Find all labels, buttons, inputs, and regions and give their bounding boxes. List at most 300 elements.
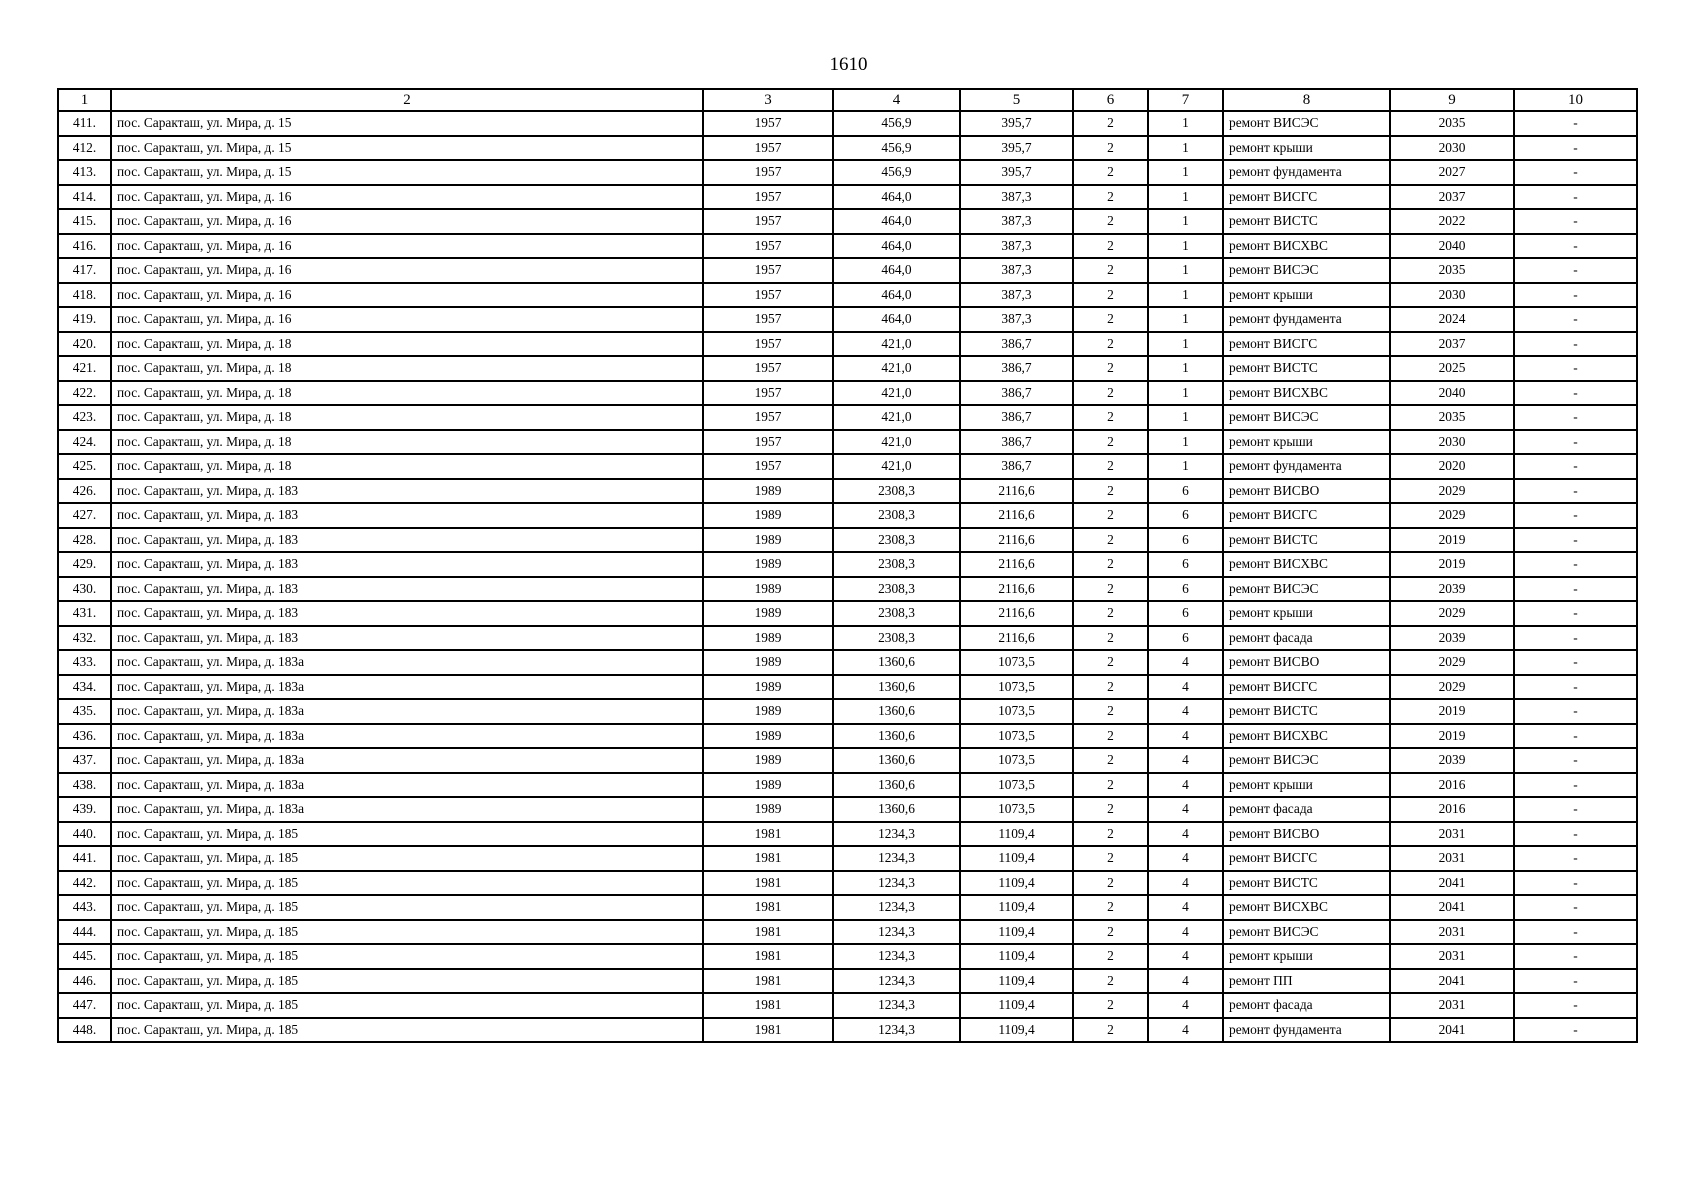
row-number-cell: 416. (58, 234, 111, 259)
work-type-cell: ремонт фасада (1223, 797, 1390, 822)
planned-year-cell: 2024 (1390, 307, 1514, 332)
note-cell: - (1514, 258, 1637, 283)
floors-col7-cell: 4 (1148, 846, 1223, 871)
year-cell: 1989 (703, 528, 833, 553)
living-area-cell: 386,7 (960, 430, 1073, 455)
floors-col7-cell: 4 (1148, 993, 1223, 1018)
address-cell: пос. Саракташ, ул. Мира, д. 18 (111, 430, 703, 455)
total-area-cell: 464,0 (833, 258, 960, 283)
note-cell: - (1514, 650, 1637, 675)
row-number-cell: 432. (58, 626, 111, 651)
work-type-cell: ремонт ВИСХВС (1223, 381, 1390, 406)
work-type-cell: ремонт ВИСВО (1223, 479, 1390, 504)
note-cell: - (1514, 920, 1637, 945)
address-cell: пос. Саракташ, ул. Мира, д. 15 (111, 136, 703, 161)
total-area-cell: 1234,3 (833, 969, 960, 994)
table-row (58, 724, 1637, 749)
work-type-cell: ремонт фундамента (1223, 307, 1390, 332)
work-type-cell: ремонт ВИСЭС (1223, 405, 1390, 430)
year-cell: 1957 (703, 136, 833, 161)
year-cell: 1981 (703, 871, 833, 896)
living-area-cell: 395,7 (960, 136, 1073, 161)
floors-col6-cell: 2 (1073, 160, 1148, 185)
note-cell: - (1514, 185, 1637, 210)
living-area-cell: 387,3 (960, 258, 1073, 283)
table-row (58, 577, 1637, 602)
planned-year-cell: 2035 (1390, 111, 1514, 136)
living-area-cell: 1109,4 (960, 969, 1073, 994)
total-area-cell: 456,9 (833, 160, 960, 185)
row-number-cell: 448. (58, 1018, 111, 1043)
living-area-cell: 2116,6 (960, 601, 1073, 626)
work-type-cell: ремонт крыши (1223, 430, 1390, 455)
table-row (58, 797, 1637, 822)
floors-col6-cell: 2 (1073, 552, 1148, 577)
floors-col7-cell: 1 (1148, 258, 1223, 283)
floors-col6-cell: 2 (1073, 797, 1148, 822)
floors-col7-cell: 4 (1148, 675, 1223, 700)
floors-col6-cell: 2 (1073, 332, 1148, 357)
total-area-cell: 456,9 (833, 136, 960, 161)
note-cell: - (1514, 503, 1637, 528)
year-cell: 1989 (703, 577, 833, 602)
floors-col7-cell: 1 (1148, 185, 1223, 210)
column-header: 5 (960, 89, 1073, 111)
work-type-cell: ремонт ВИСТС (1223, 356, 1390, 381)
table-row (58, 209, 1637, 234)
year-cell: 1989 (703, 797, 833, 822)
work-type-cell: ремонт ВИСЭС (1223, 920, 1390, 945)
floors-col6-cell: 2 (1073, 626, 1148, 651)
note-cell: - (1514, 356, 1637, 381)
table-row (58, 748, 1637, 773)
work-type-cell: ремонт фундамента (1223, 160, 1390, 185)
address-cell: пос. Саракташ, ул. Мира, д. 185 (111, 822, 703, 847)
year-cell: 1981 (703, 993, 833, 1018)
living-area-cell: 2116,6 (960, 626, 1073, 651)
total-area-cell: 1234,3 (833, 822, 960, 847)
living-area-cell: 1073,5 (960, 724, 1073, 749)
total-area-cell: 1360,6 (833, 724, 960, 749)
year-cell: 1957 (703, 381, 833, 406)
note-cell: - (1514, 871, 1637, 896)
address-cell: пос. Саракташ, ул. Мира, д. 18 (111, 454, 703, 479)
address-cell: пос. Саракташ, ул. Мира, д. 18 (111, 332, 703, 357)
year-cell: 1989 (703, 503, 833, 528)
floors-col6-cell: 2 (1073, 430, 1148, 455)
floors-col6-cell: 2 (1073, 969, 1148, 994)
living-area-cell: 2116,6 (960, 577, 1073, 602)
year-cell: 1981 (703, 895, 833, 920)
living-area-cell: 386,7 (960, 332, 1073, 357)
row-number-cell: 413. (58, 160, 111, 185)
row-number-cell: 435. (58, 699, 111, 724)
work-type-cell: ремонт ВИСГС (1223, 503, 1390, 528)
floors-col7-cell: 6 (1148, 577, 1223, 602)
note-cell: - (1514, 797, 1637, 822)
floors-col7-cell: 4 (1148, 822, 1223, 847)
planned-year-cell: 2031 (1390, 993, 1514, 1018)
address-cell: пос. Саракташ, ул. Мира, д. 185 (111, 993, 703, 1018)
floors-col6-cell: 2 (1073, 283, 1148, 308)
planned-year-cell: 2029 (1390, 601, 1514, 626)
total-area-cell: 421,0 (833, 381, 960, 406)
floors-col6-cell: 2 (1073, 111, 1148, 136)
row-number-cell: 420. (58, 332, 111, 357)
living-area-cell: 2116,6 (960, 479, 1073, 504)
planned-year-cell: 2035 (1390, 405, 1514, 430)
note-cell: - (1514, 699, 1637, 724)
table-row (58, 699, 1637, 724)
row-number-cell: 428. (58, 528, 111, 553)
total-area-cell: 1360,6 (833, 797, 960, 822)
table-row (58, 528, 1637, 553)
repair-schedule-table (57, 88, 1638, 1043)
year-cell: 1957 (703, 405, 833, 430)
floors-col6-cell: 2 (1073, 356, 1148, 381)
floors-col7-cell: 1 (1148, 283, 1223, 308)
year-cell: 1957 (703, 307, 833, 332)
work-type-cell: ремонт ВИСТС (1223, 871, 1390, 896)
floors-col6-cell: 2 (1073, 405, 1148, 430)
planned-year-cell: 2016 (1390, 797, 1514, 822)
total-area-cell: 1360,6 (833, 675, 960, 700)
address-cell: пос. Саракташ, ул. Мира, д. 183 (111, 601, 703, 626)
page-number: 1610 (829, 54, 868, 75)
note-cell: - (1514, 601, 1637, 626)
note-cell: - (1514, 846, 1637, 871)
note-cell: - (1514, 1018, 1637, 1043)
table-row (58, 871, 1637, 896)
floors-col7-cell: 1 (1148, 234, 1223, 259)
work-type-cell: ремонт ВИСЭС (1223, 258, 1390, 283)
living-area-cell: 1109,4 (960, 920, 1073, 945)
note-cell: - (1514, 332, 1637, 357)
total-area-cell: 464,0 (833, 283, 960, 308)
floors-col7-cell: 4 (1148, 748, 1223, 773)
floors-col6-cell: 2 (1073, 454, 1148, 479)
address-cell: пос. Саракташ, ул. Мира, д. 183 (111, 503, 703, 528)
planned-year-cell: 2041 (1390, 1018, 1514, 1043)
column-header: 3 (703, 89, 833, 111)
floors-col7-cell: 1 (1148, 307, 1223, 332)
work-type-cell: ремонт ВИСТС (1223, 209, 1390, 234)
floors-col6-cell: 2 (1073, 846, 1148, 871)
row-number-cell: 419. (58, 307, 111, 332)
floors-col6-cell: 2 (1073, 920, 1148, 945)
year-cell: 1989 (703, 601, 833, 626)
planned-year-cell: 2030 (1390, 136, 1514, 161)
row-number-cell: 445. (58, 944, 111, 969)
living-area-cell: 1109,4 (960, 846, 1073, 871)
living-area-cell: 1109,4 (960, 993, 1073, 1018)
work-type-cell: ремонт ВИСХВС (1223, 895, 1390, 920)
floors-col7-cell: 1 (1148, 381, 1223, 406)
work-type-cell: ремонт крыши (1223, 944, 1390, 969)
table-row (58, 454, 1637, 479)
address-cell: пос. Саракташ, ул. Мира, д. 15 (111, 111, 703, 136)
work-type-cell: ремонт ВИСХВС (1223, 724, 1390, 749)
floors-col7-cell: 4 (1148, 895, 1223, 920)
note-cell: - (1514, 283, 1637, 308)
work-type-cell: ремонт ВИСЭС (1223, 748, 1390, 773)
total-area-cell: 2308,3 (833, 479, 960, 504)
year-cell: 1989 (703, 650, 833, 675)
floors-col7-cell: 4 (1148, 969, 1223, 994)
address-cell: пос. Саракташ, ул. Мира, д. 183а (111, 675, 703, 700)
row-number-cell: 430. (58, 577, 111, 602)
floors-col6-cell: 2 (1073, 724, 1148, 749)
floors-col7-cell: 4 (1148, 773, 1223, 798)
note-cell: - (1514, 773, 1637, 798)
row-number-cell: 415. (58, 209, 111, 234)
living-area-cell: 1073,5 (960, 699, 1073, 724)
work-type-cell: ремонт крыши (1223, 283, 1390, 308)
table-row (58, 601, 1637, 626)
total-area-cell: 2308,3 (833, 577, 960, 602)
note-cell: - (1514, 160, 1637, 185)
table-row (58, 479, 1637, 504)
living-area-cell: 1073,5 (960, 675, 1073, 700)
floors-col7-cell: 1 (1148, 136, 1223, 161)
row-number-cell: 433. (58, 650, 111, 675)
table-row (58, 111, 1637, 136)
living-area-cell: 1109,4 (960, 895, 1073, 920)
table-row (58, 258, 1637, 283)
table-row (58, 1018, 1637, 1043)
floors-col6-cell: 2 (1073, 479, 1148, 504)
address-cell: пос. Саракташ, ул. Мира, д. 16 (111, 234, 703, 259)
planned-year-cell: 2029 (1390, 675, 1514, 700)
note-cell: - (1514, 944, 1637, 969)
address-cell: пос. Саракташ, ул. Мира, д. 16 (111, 307, 703, 332)
table-row (58, 356, 1637, 381)
total-area-cell: 1360,6 (833, 650, 960, 675)
row-number-cell: 422. (58, 381, 111, 406)
address-cell: пос. Саракташ, ул. Мира, д. 185 (111, 969, 703, 994)
planned-year-cell: 2040 (1390, 234, 1514, 259)
floors-col7-cell: 1 (1148, 160, 1223, 185)
living-area-cell: 387,3 (960, 234, 1073, 259)
work-type-cell: ремонт ВИСГС (1223, 675, 1390, 700)
work-type-cell: ремонт фундамента (1223, 454, 1390, 479)
work-type-cell: ремонт ВИСГС (1223, 846, 1390, 871)
total-area-cell: 2308,3 (833, 528, 960, 553)
row-number-cell: 418. (58, 283, 111, 308)
living-area-cell: 387,3 (960, 283, 1073, 308)
year-cell: 1981 (703, 944, 833, 969)
note-cell: - (1514, 381, 1637, 406)
address-cell: пос. Саракташ, ул. Мира, д. 16 (111, 209, 703, 234)
floors-col6-cell: 2 (1073, 822, 1148, 847)
year-cell: 1957 (703, 332, 833, 357)
address-cell: пос. Саракташ, ул. Мира, д. 16 (111, 258, 703, 283)
work-type-cell: ремонт ВИСТС (1223, 528, 1390, 553)
living-area-cell: 1073,5 (960, 797, 1073, 822)
total-area-cell: 421,0 (833, 430, 960, 455)
living-area-cell: 386,7 (960, 405, 1073, 430)
column-header: 7 (1148, 89, 1223, 111)
work-type-cell: ремонт ВИСВО (1223, 822, 1390, 847)
year-cell: 1957 (703, 209, 833, 234)
planned-year-cell: 2039 (1390, 577, 1514, 602)
floors-col7-cell: 6 (1148, 479, 1223, 504)
work-type-cell: ремонт фундамента (1223, 1018, 1390, 1043)
table-row (58, 650, 1637, 675)
work-type-cell: ремонт ВИСГС (1223, 185, 1390, 210)
address-cell: пос. Саракташ, ул. Мира, д. 183а (111, 748, 703, 773)
work-type-cell: ремонт крыши (1223, 601, 1390, 626)
floors-col6-cell: 2 (1073, 381, 1148, 406)
planned-year-cell: 2029 (1390, 479, 1514, 504)
address-cell: пос. Саракташ, ул. Мира, д. 185 (111, 920, 703, 945)
work-type-cell: ремонт ВИСТС (1223, 699, 1390, 724)
planned-year-cell: 2039 (1390, 748, 1514, 773)
table-row (58, 626, 1637, 651)
total-area-cell: 2308,3 (833, 503, 960, 528)
year-cell: 1981 (703, 846, 833, 871)
address-cell: пос. Саракташ, ул. Мира, д. 183 (111, 528, 703, 553)
planned-year-cell: 2019 (1390, 724, 1514, 749)
work-type-cell: ремонт ВИСХВС (1223, 552, 1390, 577)
address-cell: пос. Саракташ, ул. Мира, д. 18 (111, 356, 703, 381)
table-row (58, 822, 1637, 847)
total-area-cell: 2308,3 (833, 626, 960, 651)
floors-col7-cell: 1 (1148, 454, 1223, 479)
floors-col6-cell: 2 (1073, 136, 1148, 161)
table-row (58, 846, 1637, 871)
table-row (58, 136, 1637, 161)
living-area-cell: 387,3 (960, 185, 1073, 210)
total-area-cell: 421,0 (833, 356, 960, 381)
year-cell: 1989 (703, 675, 833, 700)
floors-col6-cell: 2 (1073, 234, 1148, 259)
note-cell: - (1514, 552, 1637, 577)
planned-year-cell: 2041 (1390, 895, 1514, 920)
work-type-cell: ремонт ВИСВО (1223, 650, 1390, 675)
table-body (58, 111, 1637, 1042)
column-header: 1 (58, 89, 111, 111)
row-number-cell: 439. (58, 797, 111, 822)
table-row (58, 430, 1637, 455)
year-cell: 1989 (703, 748, 833, 773)
address-cell: пос. Саракташ, ул. Мира, д. 183а (111, 724, 703, 749)
note-cell: - (1514, 307, 1637, 332)
table-header-row (58, 89, 1637, 111)
planned-year-cell: 2019 (1390, 528, 1514, 553)
work-type-cell: ремонт ВИСЭС (1223, 577, 1390, 602)
row-number-cell: 429. (58, 552, 111, 577)
table-row (58, 895, 1637, 920)
table-row (58, 944, 1637, 969)
row-number-cell: 442. (58, 871, 111, 896)
floors-col7-cell: 1 (1148, 111, 1223, 136)
planned-year-cell: 2031 (1390, 920, 1514, 945)
address-cell: пос. Саракташ, ул. Мира, д. 185 (111, 895, 703, 920)
table-row (58, 920, 1637, 945)
living-area-cell: 387,3 (960, 209, 1073, 234)
work-type-cell: ремонт крыши (1223, 136, 1390, 161)
address-cell: пос. Саракташ, ул. Мира, д. 18 (111, 381, 703, 406)
planned-year-cell: 2025 (1390, 356, 1514, 381)
address-cell: пос. Саракташ, ул. Мира, д. 183а (111, 650, 703, 675)
floors-col7-cell: 4 (1148, 650, 1223, 675)
planned-year-cell: 2029 (1390, 650, 1514, 675)
column-header: 10 (1514, 89, 1637, 111)
address-cell: пос. Саракташ, ул. Мира, д. 185 (111, 871, 703, 896)
row-number-cell: 434. (58, 675, 111, 700)
planned-year-cell: 2031 (1390, 846, 1514, 871)
year-cell: 1957 (703, 160, 833, 185)
planned-year-cell: 2039 (1390, 626, 1514, 651)
address-cell: пос. Саракташ, ул. Мира, д. 183а (111, 699, 703, 724)
row-number-cell: 440. (58, 822, 111, 847)
address-cell: пос. Саракташ, ул. Мира, д. 15 (111, 160, 703, 185)
floors-col7-cell: 1 (1148, 356, 1223, 381)
floors-col6-cell: 2 (1073, 871, 1148, 896)
row-number-cell: 412. (58, 136, 111, 161)
floors-col7-cell: 6 (1148, 552, 1223, 577)
row-number-cell: 438. (58, 773, 111, 798)
planned-year-cell: 2031 (1390, 822, 1514, 847)
living-area-cell: 386,7 (960, 356, 1073, 381)
note-cell: - (1514, 993, 1637, 1018)
table-row (58, 405, 1637, 430)
address-cell: пос. Саракташ, ул. Мира, д. 185 (111, 944, 703, 969)
total-area-cell: 1234,3 (833, 993, 960, 1018)
living-area-cell: 1109,4 (960, 822, 1073, 847)
note-cell: - (1514, 822, 1637, 847)
row-number-cell: 444. (58, 920, 111, 945)
column-header: 4 (833, 89, 960, 111)
work-type-cell: ремонт ВИСЭС (1223, 111, 1390, 136)
note-cell: - (1514, 430, 1637, 455)
table-row (58, 552, 1637, 577)
year-cell: 1981 (703, 969, 833, 994)
table-row (58, 773, 1637, 798)
row-number-cell: 427. (58, 503, 111, 528)
living-area-cell: 1073,5 (960, 773, 1073, 798)
floors-col7-cell: 6 (1148, 528, 1223, 553)
planned-year-cell: 2030 (1390, 283, 1514, 308)
floors-col6-cell: 2 (1073, 699, 1148, 724)
floors-col7-cell: 1 (1148, 430, 1223, 455)
row-number-cell: 441. (58, 846, 111, 871)
planned-year-cell: 2037 (1390, 332, 1514, 357)
floors-col6-cell: 2 (1073, 577, 1148, 602)
note-cell: - (1514, 454, 1637, 479)
row-number-cell: 426. (58, 479, 111, 504)
address-cell: пос. Саракташ, ул. Мира, д. 183а (111, 797, 703, 822)
note-cell: - (1514, 969, 1637, 994)
row-number-cell: 437. (58, 748, 111, 773)
address-cell: пос. Саракташ, ул. Мира, д. 185 (111, 1018, 703, 1043)
work-type-cell: ремонт крыши (1223, 773, 1390, 798)
floors-col7-cell: 4 (1148, 797, 1223, 822)
note-cell: - (1514, 675, 1637, 700)
living-area-cell: 386,7 (960, 381, 1073, 406)
total-area-cell: 1234,3 (833, 920, 960, 945)
planned-year-cell: 2020 (1390, 454, 1514, 479)
year-cell: 1957 (703, 454, 833, 479)
year-cell: 1989 (703, 552, 833, 577)
total-area-cell: 2308,3 (833, 552, 960, 577)
living-area-cell: 2116,6 (960, 528, 1073, 553)
floors-col6-cell: 2 (1073, 944, 1148, 969)
note-cell: - (1514, 724, 1637, 749)
living-area-cell: 2116,6 (960, 552, 1073, 577)
total-area-cell: 1360,6 (833, 699, 960, 724)
